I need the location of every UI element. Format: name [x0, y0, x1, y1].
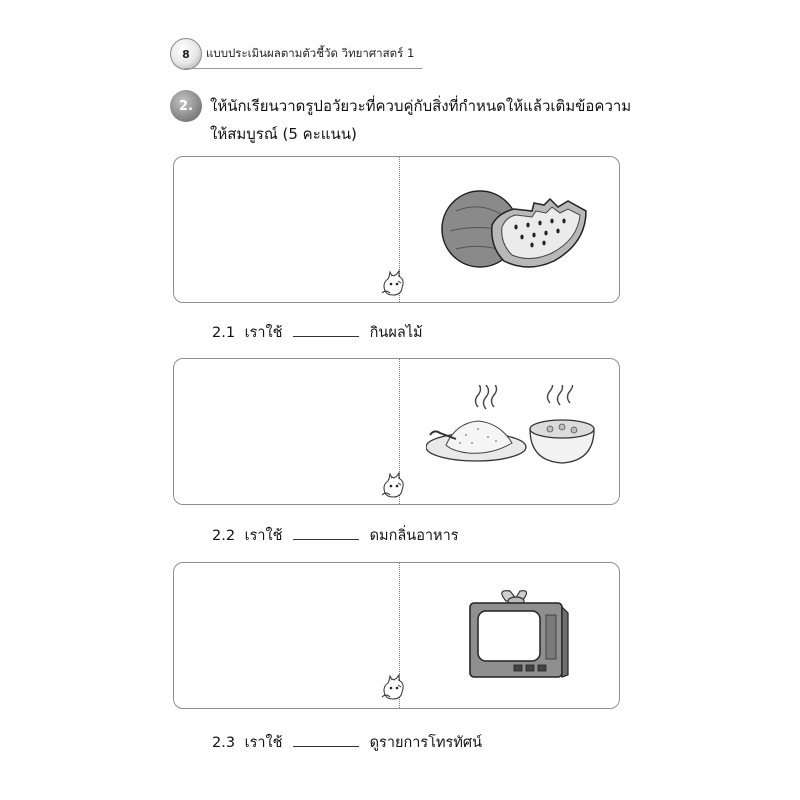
book-title: แบบประเมินผลตามตัวชี้วัด วิทยาศาสตร์ 1	[206, 46, 415, 60]
question-instruction-line-1: ให้นักเรียนวาดรูปอวัยวะที่ควบคู่กับสิ่งที่กำหนดให้แล้วเติมข้อความ	[210, 97, 632, 115]
mascot-icon	[378, 673, 408, 703]
page-number-badge: 8	[170, 38, 202, 70]
drawing-area-1[interactable]	[174, 157, 398, 302]
drawing-panel-2	[173, 358, 620, 505]
page-header	[170, 38, 420, 72]
answer-blank-2-1[interactable]	[293, 324, 359, 337]
sentence-prefix: เราใช้	[244, 528, 283, 544]
mascot-icon	[378, 471, 408, 501]
item-number: 2.1	[212, 325, 236, 341]
header-divider	[184, 68, 422, 69]
answer-blank-2-2[interactable]	[293, 527, 359, 540]
question-number-badge: 2.	[170, 90, 202, 122]
sentence-suffix: กินผลไม้	[369, 325, 423, 341]
mascot-icon	[378, 269, 408, 299]
watermelon-icon	[436, 181, 596, 275]
television-icon	[466, 587, 572, 683]
sentence-suffix: ดมกลิ่นอาหาร	[369, 528, 459, 544]
sentence-2-1	[212, 321, 423, 344]
drawing-area-3[interactable]	[174, 563, 398, 708]
drawing-area-2[interactable]	[174, 359, 398, 504]
drawing-panel-1	[173, 156, 620, 303]
sentence-2-3	[212, 731, 482, 754]
answer-blank-2-3[interactable]	[293, 734, 359, 747]
item-number: 2.3	[212, 735, 236, 751]
sentence-2-2	[212, 524, 459, 547]
item-number: 2.2	[212, 528, 236, 544]
sentence-suffix: ดูรายการโทรทัศน์	[369, 735, 483, 751]
sentence-prefix: เราใช้	[244, 325, 283, 341]
sentence-prefix: เราใช้	[244, 735, 283, 751]
food-icon	[426, 385, 606, 467]
drawing-panel-3	[173, 562, 620, 709]
question-instruction-line-2: ให้สมบูรณ์ (5 คะแนน)	[210, 125, 357, 143]
